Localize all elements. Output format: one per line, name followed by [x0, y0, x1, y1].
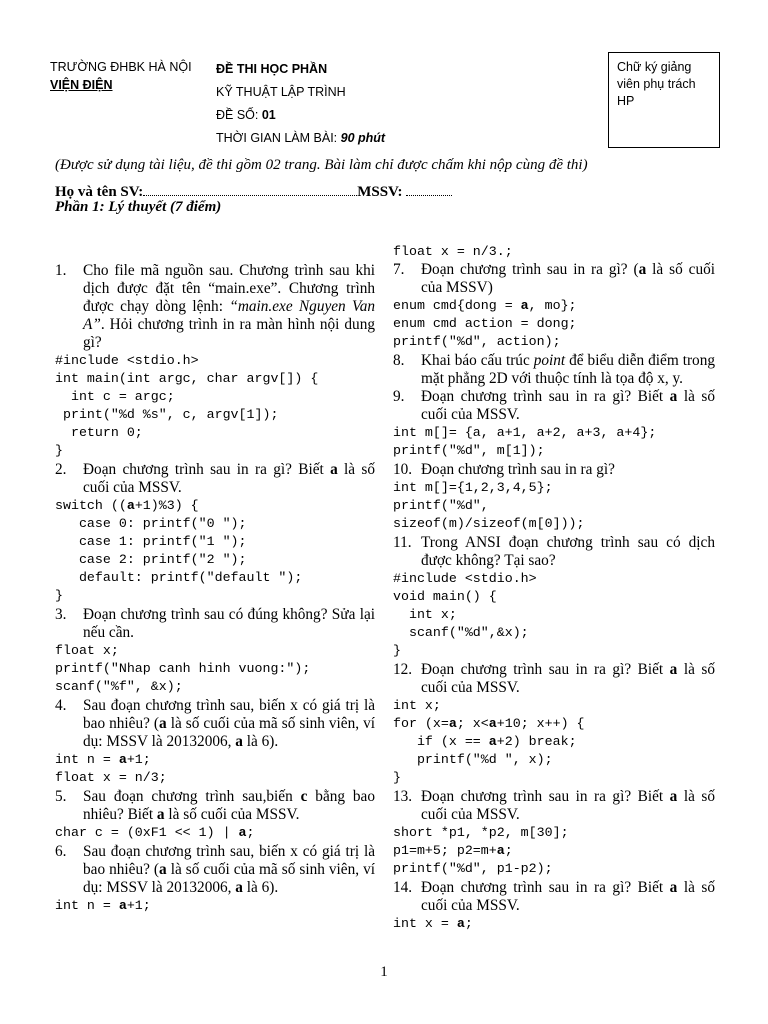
question-text: Đoạn chương trình sau in ra gì? — [421, 461, 615, 478]
exam-title: ĐỀ THI HỌC PHẦN — [216, 62, 328, 76]
exam-code-label: ĐỀ SỐ: — [216, 108, 262, 122]
code-line — [55, 751, 375, 769]
question-4 — [55, 697, 375, 751]
question-text: là số cuối của MSSV) — [421, 261, 715, 296]
code-text: if (x == — [393, 734, 489, 749]
code-line: #include <stdio.h> — [55, 353, 199, 368]
question-text: . Hỏi chương trình in ra màn hình nội dung gì? — [83, 316, 375, 351]
code-line: #include <stdio.h> — [393, 571, 537, 586]
var-a: a — [235, 733, 243, 750]
question-number: 7. — [393, 261, 405, 278]
code-line — [55, 497, 375, 515]
question-text: để biểu diễn điểm trong mặt phẳng 2D với thuộc tính là tọa độ x, y. — [421, 352, 715, 387]
code-line: printf("%d", m[1]); — [393, 443, 545, 458]
student-name-label: Họ và tên SV: — [55, 184, 144, 200]
code-text: +1; — [126, 898, 151, 913]
q6-code — [55, 897, 375, 915]
signature-box-label: Chữ ký giảng viên phụ trách HP — [617, 60, 696, 108]
var-a: a — [330, 461, 338, 478]
question-1 — [55, 262, 375, 352]
code-text: p1=m+5; p2=m+ — [393, 843, 497, 858]
question-number: 10. — [393, 461, 413, 478]
code-line: int m[]= {a, a+1, a+2, a+3, a+4}; — [393, 425, 657, 440]
code-line: float x = n/3; — [55, 770, 167, 785]
q4-code — [55, 751, 375, 787]
question-text: là số cuối của MSSV. — [421, 788, 715, 823]
q11-code — [393, 570, 715, 660]
var-a: a — [238, 825, 247, 840]
question-number: 1. — [55, 262, 67, 279]
code-line — [55, 897, 375, 915]
q5-code — [55, 824, 375, 842]
question-number: 14. — [393, 879, 413, 896]
code-line: default: printf("default "); — [55, 570, 303, 585]
question-text: Đoạn chương trình sau in ra gì? ( — [421, 261, 639, 278]
var-a: a — [488, 716, 497, 731]
question-6 — [55, 843, 375, 897]
code-text: , mo}; — [528, 298, 577, 313]
code-line: int m[]={1,2,3,4,5}; — [393, 480, 553, 495]
var-a: a — [669, 661, 678, 678]
code-line: enum cmd action = dong; — [393, 316, 577, 331]
code-text: +10; x++) { — [496, 716, 585, 731]
question-5 — [55, 788, 375, 824]
question-13 — [393, 788, 715, 824]
header-left — [50, 58, 192, 94]
question-9 — [393, 388, 715, 424]
q2-code — [55, 497, 375, 605]
question-text: Khai báo cấu trúc — [421, 352, 534, 369]
question-text: Sau đoạn chương trình sau, biến x có giá trị là bao nhiêu? ( — [83, 697, 375, 732]
code-line: float x; — [55, 643, 119, 658]
question-12 — [393, 661, 715, 697]
question-number: 5. — [55, 788, 67, 805]
school-name: TRƯỜNG ĐHBK HÀ NỘI — [50, 60, 192, 74]
question-number: 11. — [393, 534, 412, 551]
exam-code-value: 01 — [261, 108, 276, 122]
question-text: bằng bao nhiêu? Biết — [83, 788, 375, 823]
code-line: void main() { — [393, 589, 497, 604]
question-2 — [55, 461, 375, 497]
code-line: print("%d %s", c, argv[1]); — [55, 407, 279, 422]
code-text: int x = — [393, 916, 457, 931]
code-line — [55, 824, 375, 842]
var-c: c — [300, 788, 308, 805]
student-id-field[interactable] — [406, 183, 452, 196]
question-number: 6. — [55, 843, 67, 860]
exam-time-label: THỜI GIAN LÀM BÀI: — [216, 131, 341, 145]
question-number: 2. — [55, 461, 67, 478]
q9-code — [393, 424, 715, 460]
var-a: a — [118, 898, 127, 913]
q14-code — [393, 915, 715, 933]
question-10 — [393, 461, 715, 479]
code-line: int c = argc; — [55, 389, 175, 404]
code-text: for (x= — [393, 716, 449, 731]
code-text: ; — [246, 825, 255, 840]
var-a: a — [448, 716, 457, 731]
var-a: a — [638, 261, 647, 278]
var-a: a — [118, 752, 127, 767]
var-a: a — [159, 715, 167, 732]
part1-title: Phần 1: Lý thuyết (7 điểm) — [55, 199, 222, 215]
page-number: 1 — [380, 964, 388, 980]
code-line: case 1: printf("1 "); — [55, 534, 247, 549]
q10-code — [393, 479, 715, 533]
code-line: printf("%d", — [393, 498, 489, 513]
code-line: } — [393, 643, 401, 658]
code-line: printf("%d ", x); — [393, 752, 553, 767]
var-a: a — [126, 498, 135, 513]
var-a: a — [496, 843, 505, 858]
var-a: a — [520, 298, 529, 313]
code-line: return 0; — [55, 425, 143, 440]
code-text: +2) break; — [496, 734, 577, 749]
exam-code — [216, 104, 385, 127]
header-exam-info — [216, 58, 385, 150]
var-a: a — [669, 388, 678, 405]
question-8 — [393, 352, 715, 388]
question-7 — [393, 261, 715, 297]
exam-time-value: 90 phút — [340, 131, 386, 145]
question-text: Đoạn chương trình sau in ra gì? Biết — [421, 879, 670, 896]
question-text: Trong ANSI đoạn chương trình sau có dịch được không? Tại sao? — [421, 534, 715, 569]
right-column — [393, 243, 715, 933]
student-id-label: MSSV: — [357, 184, 403, 200]
q13-code — [393, 824, 715, 878]
question-text: Đoạn chương trình sau in ra gì? Biết — [421, 788, 670, 805]
code-text: int n = — [55, 752, 119, 767]
question-number: 4. — [55, 697, 67, 714]
var-a: a — [669, 788, 678, 805]
question-text: Đoạn chương trình sau in ra gì? Biết — [421, 661, 670, 678]
question-text: là số cuối của MSSV. — [164, 806, 300, 823]
code-line: sizeof(m)/sizeof(m[0])); — [393, 516, 585, 531]
question-text: là số cuối của MSSV. — [421, 661, 715, 696]
q1-code — [55, 352, 375, 460]
question-number: 12. — [393, 661, 413, 678]
question-number: 13. — [393, 788, 413, 805]
question-3 — [55, 606, 375, 642]
code-line — [393, 842, 715, 860]
code-line: scanf("%d",&x); — [393, 625, 529, 640]
var-a: a — [159, 861, 167, 878]
code-line: } — [55, 443, 63, 458]
var-a: a — [488, 734, 497, 749]
code-line: printf("%d", p1-p2); — [393, 861, 553, 876]
exam-time — [216, 127, 385, 150]
code-text: ; — [464, 916, 473, 931]
q3-code — [55, 642, 375, 696]
question-text: là 6). — [242, 879, 279, 896]
code-text: switch (( — [55, 498, 127, 513]
question-text: là số cuối của MSSV. — [421, 388, 715, 423]
var-a: a — [669, 879, 678, 896]
institute-name: VIỆN ĐIỆN — [50, 78, 113, 92]
question-text: là số cuối của MSSV. — [421, 879, 715, 914]
var-a: a — [235, 879, 243, 896]
question-text: là số cuối của mã số sinh viên, ví dụ: MSSV là 20132006, — [83, 861, 375, 896]
question-text: là 6). — [242, 733, 279, 750]
question-text: là số cuối của MSSV. — [83, 461, 375, 496]
q6-code-continued — [393, 243, 715, 261]
question-text: Đoạn chương trình sau in ra gì? Biết — [421, 388, 670, 405]
code-text: enum cmd{dong = — [393, 298, 521, 313]
student-name-field[interactable] — [143, 183, 357, 196]
question-text: Sau đoạn chương trình sau,biến — [83, 788, 301, 805]
signature-box — [608, 52, 720, 148]
code-text: char c = (0xF1 << 1) | — [55, 825, 239, 840]
question-14 — [393, 879, 715, 915]
code-text: +1; — [126, 752, 151, 767]
code-line: int x; — [393, 698, 441, 713]
question-text: Đoạn chương trình sau có đúng không? Sửa lại nếu cần. — [83, 606, 375, 641]
code-line: short *p1, *p2, m[30]; — [393, 825, 569, 840]
code-line — [393, 715, 715, 733]
code-text: +1)%3) { — [134, 498, 199, 513]
struct-name: point — [533, 352, 566, 369]
var-a: a — [456, 916, 465, 931]
code-line: case 2: printf("2 "); — [55, 552, 247, 567]
question-text: Cho file mã nguồn sau. Chương trình sau khi dịch được đặt tên “main.exe”. Chương trình được chạy dòng lệnh: — [83, 262, 375, 315]
code-text: int n = — [55, 898, 119, 913]
code-line — [393, 297, 715, 315]
course-name: KỸ THUẬT LẬP TRÌNH — [216, 85, 346, 99]
question-11 — [393, 534, 715, 570]
exam-note: (Được sử dụng tài liệu, đề thi gồm 02 trang. Bài làm chỉ được chấm khi nộp cùng đề thi) — [55, 157, 588, 173]
q12-code — [393, 697, 715, 787]
question-text: Đoạn chương trình sau in ra gì? Biết — [83, 461, 331, 478]
command-line: “main.exe Nguyen Van A” — [83, 298, 375, 333]
code-line: float x = n/3.; — [393, 244, 513, 259]
question-text: Sau đoạn chương trình sau, biến x có giá trị là bao nhiêu? ( — [83, 843, 375, 878]
question-number: 8. — [393, 352, 405, 369]
question-number: 3. — [55, 606, 67, 623]
code-line: case 0: printf("0 "); — [55, 516, 247, 531]
left-column — [55, 262, 375, 915]
code-text: ; — [504, 843, 513, 858]
code-line — [393, 915, 715, 933]
code-line: int main(int argc, char argv[]) { — [55, 371, 319, 386]
code-line — [393, 733, 715, 751]
code-line: } — [393, 770, 401, 785]
var-a: a — [156, 806, 165, 823]
code-line: scanf("%f", &x); — [55, 679, 183, 694]
code-line: printf("Nhap canh hinh vuong:"); — [55, 661, 311, 676]
code-line: int x; — [393, 607, 457, 622]
code-line: } — [55, 588, 63, 603]
q7-code — [393, 297, 715, 351]
question-text: là số cuối của mã số sinh viên, ví dụ: MSSV là 20132006, — [83, 715, 375, 750]
question-number: 9. — [393, 388, 405, 405]
code-text: ; x< — [456, 716, 489, 731]
code-line: printf("%d", action); — [393, 334, 561, 349]
